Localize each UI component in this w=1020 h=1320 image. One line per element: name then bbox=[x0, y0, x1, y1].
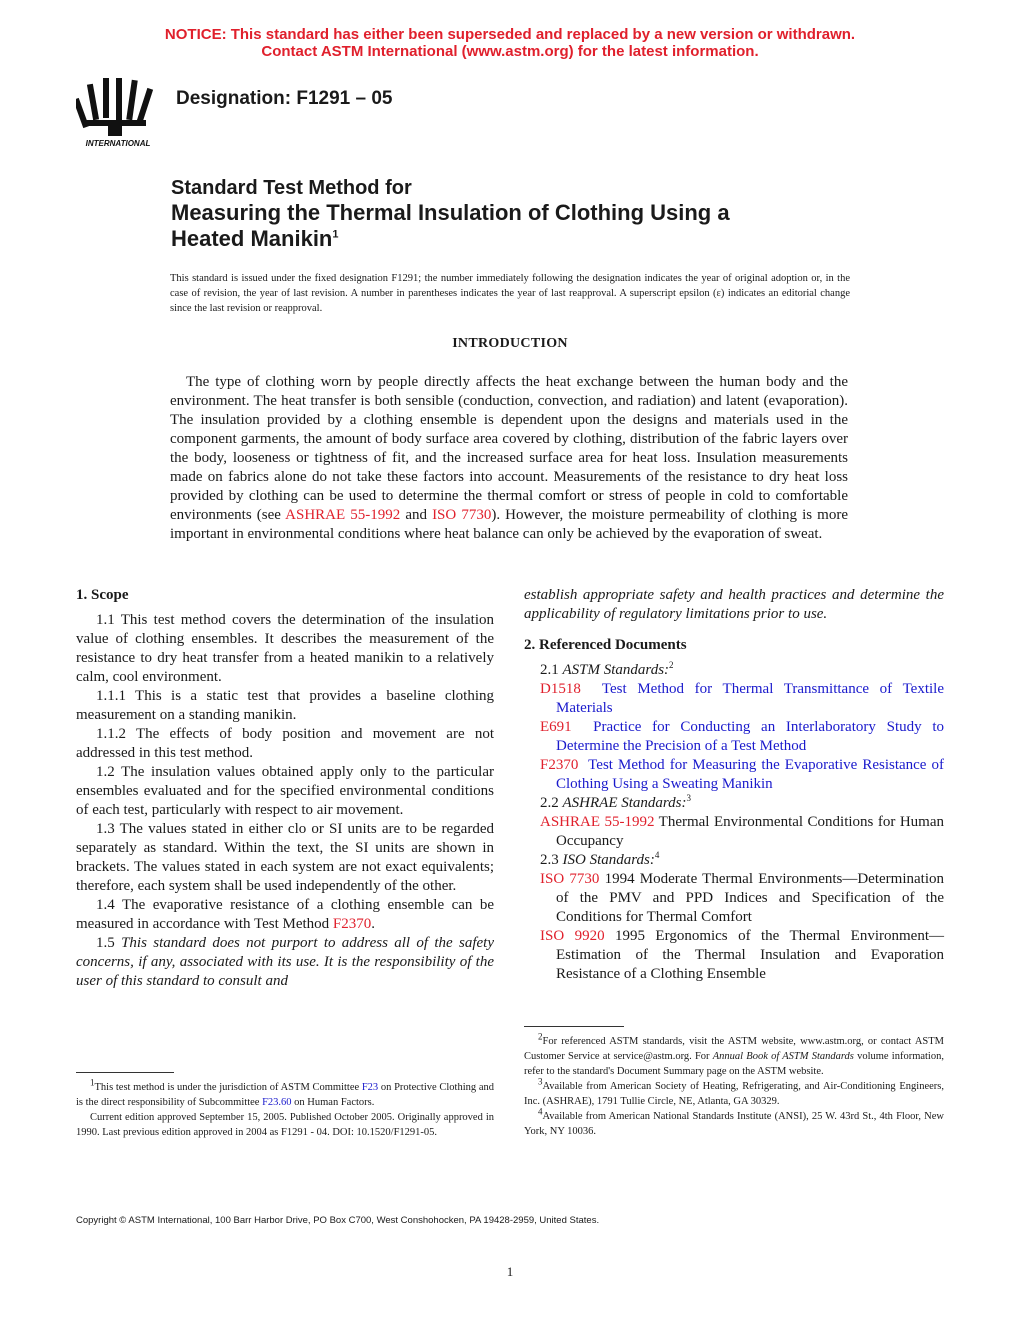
link-d1518-title[interactable]: Test Method for Thermal Transmittance of Textile Materials bbox=[556, 681, 945, 716]
iso-standards-label bbox=[524, 851, 944, 870]
link-f2370[interactable]: F2370 bbox=[332, 916, 372, 932]
notice-line-2: Contact ASTM International (www.astm.org) for the latest information. bbox=[261, 43, 759, 60]
title-line-3 bbox=[171, 226, 871, 252]
footnote-2-text-a: For referenced ASTM standards, visit the ASTM website, www.astm.org, or contact ASTM Customer Service at service@astm.org. For bbox=[524, 1036, 944, 1062]
ref-iso-9920 bbox=[524, 927, 944, 984]
footnote-3-mark: 3 bbox=[538, 1076, 543, 1087]
scope-1-1-2: 1.1.2 The effects of body position and movement are not addressed in this test method. bbox=[76, 726, 494, 761]
astm-logo-icon bbox=[76, 76, 160, 148]
link-f23-60[interactable]: F23.60 bbox=[262, 1097, 292, 1108]
footnote-2-text-b: volume information, refer to the standard's Document Summary page on the ASTM website. bbox=[524, 1051, 944, 1077]
footnote-4-text: Available from American National Standards Institute (ANSI), 25 W. 43rd St., 4th Floor, New York, NY 10036. bbox=[524, 1111, 944, 1137]
intro-text-a: The type of clothing worn by people directly affects the heat exchange between the human body and the environment. The heat transfer is both sensible (conduction, convection, and radiation) and latent (evaporation). The insulation provided by a clothing ensemble is dependent upon the designs and materials used in the component garments, the amount of body surface area covered by clothing, distribution of the fabric layers over the body, looseness or tightness of fit, and the increased surface area for heat loss. Insulation measurements made on fabrics alone do not take these factors into account. Measurements of the resistance to dry heat loss provided by clothing can be used to determine the thermal comfort or stress of people in cold to comfortable environments (see bbox=[170, 374, 848, 523]
footnote-1-edition: Current edition approved September 15, 2005. Published October 2005. Originally approved in 1990. Last previous edition approved in 2004 as F1291 - 04. DOI: 10.1520/F1291-05. bbox=[76, 1112, 494, 1138]
iso-7730-title: 1994 Moderate Thermal Environments—Determination of the PMV and PPD Indices and Specification of the Conditions for Thermal Comfort bbox=[556, 871, 944, 925]
link-ref-f2370[interactable]: F2370 bbox=[540, 757, 579, 773]
title-line-2: Measuring the Thermal Insulation of Clothing Using a bbox=[171, 200, 730, 225]
referenced-heading: 2. Referenced Documents bbox=[524, 637, 687, 653]
svg-text:INTERNATIONAL: INTERNATIONAL bbox=[85, 139, 151, 148]
iso-label: ISO Standards: bbox=[562, 852, 655, 868]
notice-line-1: NOTICE: This standard has either been superseded and replaced by a new version or withdrawn. bbox=[164, 26, 856, 43]
ref-f2370 bbox=[524, 756, 944, 794]
link-f2370-title[interactable]: Test Method for Measuring the Evaporative Resistance of Clothing Using a Sweating Manikin bbox=[556, 757, 945, 792]
iso-label-sup: 4 bbox=[654, 850, 660, 860]
scope-heading: 1. Scope bbox=[76, 587, 129, 603]
scope-1-4-end: . bbox=[371, 916, 376, 932]
link-iso-7730[interactable]: ISO 7730 bbox=[432, 507, 492, 523]
ref-ashrae bbox=[524, 813, 944, 851]
footnote-1-text-c: on Human Factors. bbox=[291, 1097, 375, 1108]
footnote-1-text-a: This test method is under the jurisdiction of ASTM Committee bbox=[94, 1082, 362, 1093]
right-column bbox=[524, 586, 944, 984]
ashrae-label: ASHRAE Standards: bbox=[562, 795, 687, 811]
astm-logo bbox=[76, 76, 160, 148]
footnote-2-italic: Annual Book of ASTM Standards bbox=[712, 1051, 854, 1062]
footnote-3-text: Available from American Society of Heating, Refrigerating, and Air-Conditioning Engineers, Inc. (ASHRAE), 1791 Tullie Circle, NE, Atlanta, GA 30329. bbox=[524, 1081, 944, 1107]
scope-1-1-1: 1.1.1 This is a static test that provides a baseline clothing measurement on a standing manikin. bbox=[76, 688, 494, 723]
footnote-1 bbox=[76, 1077, 494, 1110]
scope-1-2: 1.2 The insulation values obtained apply only to the particular ensembles evaluated and for the specified environmental conditions of each test, particularly with respect to air movement. bbox=[76, 764, 494, 818]
ashrae-label-sup: 3 bbox=[686, 793, 692, 803]
footnote-1-mark: 1 bbox=[90, 1077, 95, 1088]
ref-d1518 bbox=[524, 680, 944, 718]
link-e691[interactable]: E691 bbox=[540, 719, 572, 735]
withdrawal-notice bbox=[0, 26, 1020, 60]
scope-1-5-continued: establish appropriate safety and health practices and determine the applicability of regulatory limitations prior to use. bbox=[524, 587, 944, 622]
footnote-1-text-b: on Protective Clothing and is the direct responsibility of Subcommittee bbox=[76, 1082, 494, 1108]
astm-label: ASTM Standards: bbox=[562, 662, 670, 678]
introduction-heading: INTRODUCTION bbox=[452, 336, 568, 351]
iso-9920-title: 1995 Ergonomics of the Thermal Environment—Estimation of the Thermal Insulation and Evaporation Resistance of a Clothing Ensemble bbox=[556, 928, 944, 982]
ashrae-label-num: 2.2 bbox=[540, 795, 563, 811]
title-line-1: Standard Test Method for bbox=[171, 177, 412, 199]
link-f23[interactable]: F23 bbox=[361, 1082, 379, 1093]
scope-1-5-num: 1.5 bbox=[96, 935, 122, 951]
intro-and: and bbox=[400, 507, 433, 523]
title-footnote-mark: 1 bbox=[332, 228, 339, 241]
footnote-2 bbox=[524, 1031, 944, 1079]
introduction-text bbox=[170, 373, 848, 544]
footnote-2-mark: 2 bbox=[538, 1031, 543, 1042]
footnote-3 bbox=[524, 1076, 944, 1109]
intro-text-b: ). However, the moisture permeability of clothing is more important in environmental conditions where heat balance can only be achieved by the evaporation of sweat. bbox=[170, 507, 848, 542]
scope-1-5-text: This standard does not purport to address all of the safety concerns, if any, associated with its use. It is the responsibility of the user of this standard to consult and bbox=[76, 935, 495, 989]
scope-1-1: 1.1 This test method covers the determination of the insulation value of clothing ensembles. It describes the measurement of the resistance to dry heat transfer from a heated manikin to a relatively calm, cool environment. bbox=[76, 612, 494, 685]
designation: Designation: F1291 – 05 bbox=[176, 88, 393, 109]
scope-1-5 bbox=[76, 934, 494, 991]
link-d1518[interactable]: D1518 bbox=[540, 681, 581, 697]
footnote-4-mark: 4 bbox=[538, 1106, 543, 1117]
page-number: 1 bbox=[506, 1264, 514, 1279]
scope-1-4-text: 1.4 The evaporative resistance of a clothing ensemble can be measured in accordance with Test Method bbox=[76, 897, 494, 932]
issue-note: This standard is issued under the fixed designation F1291; the number immediately following the designation indicates the year of original adoption or, in the case of revision, the year of last revision. A number in parentheses indicates the year of last reapproval. A superscript epsilon (ε) indicates an editorial change since the last revision or reapproval. bbox=[170, 273, 850, 314]
copyright: Copyright © ASTM International, 100 Barr Harbor Drive, PO Box C700, West Conshohocken, PA 19428-2959, United States. bbox=[76, 1215, 600, 1226]
link-ashrae[interactable]: ASHRAE 55-1992 bbox=[285, 507, 401, 523]
footnotes-right bbox=[524, 1031, 944, 1139]
link-ref-iso-7730[interactable]: ISO 7730 bbox=[540, 871, 600, 887]
scope-1-4 bbox=[76, 896, 494, 934]
footnotes-left bbox=[76, 1077, 494, 1140]
footnote-4 bbox=[524, 1106, 944, 1139]
iso-label-num: 2.3 bbox=[540, 852, 563, 868]
astm-label-sup: 2 bbox=[669, 660, 674, 670]
link-ref-iso-9920[interactable]: ISO 9920 bbox=[540, 928, 605, 944]
ashrae-title: Thermal Environmental Conditions for Human Occupancy bbox=[556, 814, 944, 849]
left-column bbox=[76, 586, 494, 991]
footnote-rule-left bbox=[76, 1072, 174, 1073]
astm-standards-label bbox=[524, 661, 944, 680]
ref-e691 bbox=[524, 718, 944, 756]
ref-iso-7730 bbox=[524, 870, 944, 927]
scope-1-3: 1.3 The values stated in either clo or SI units are to be regarded separately as standard. Within the text, the SI units are shown in brackets. The values stated in each system are not exact equivalents; therefore, each system shall be used independently of the other. bbox=[76, 821, 494, 894]
title-line-3-text: Heated Manikin bbox=[171, 226, 333, 251]
ashrae-standards-label bbox=[524, 794, 944, 813]
link-ref-ashrae[interactable]: ASHRAE 55-1992 bbox=[540, 814, 655, 830]
footnote-rule-right bbox=[524, 1026, 624, 1027]
astm-label-num: 2.1 bbox=[540, 662, 563, 678]
document-title bbox=[171, 176, 871, 252]
link-e691-title[interactable]: Practice for Conducting an Interlaboratory Study to Determine the Precision of a Test Method bbox=[556, 719, 944, 754]
